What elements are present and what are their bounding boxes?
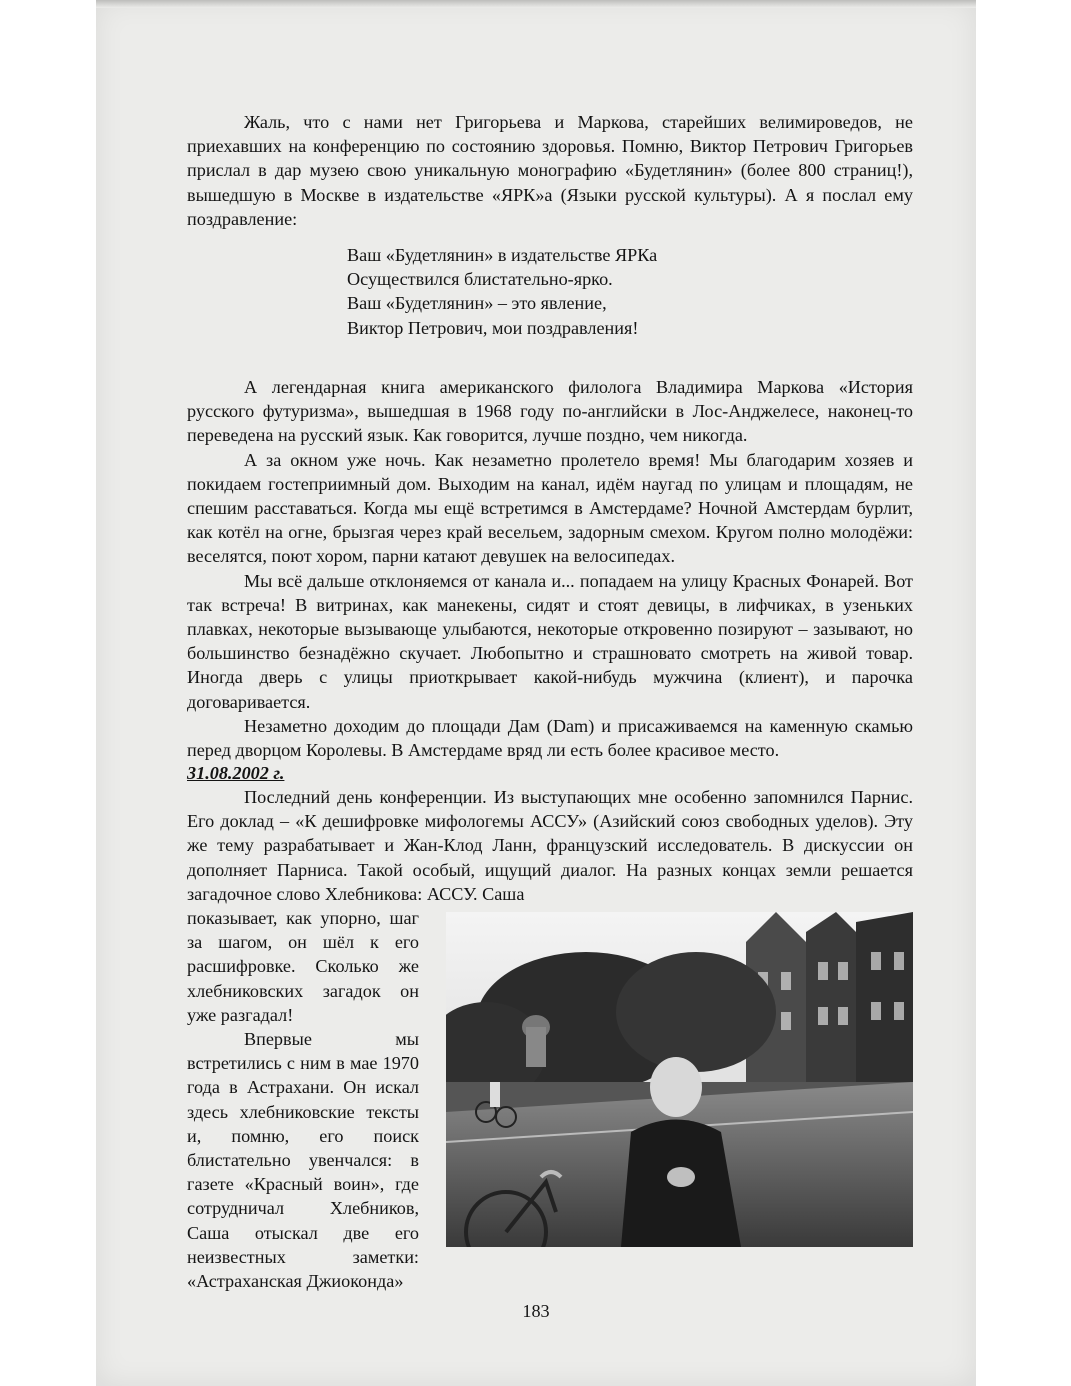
paragraph: А за окном уже ночь. Как незаметно пролетело время! Мы благодарим хозяев и покидаем гостеприимный дом. Выходим на канал, идём наугад по улицам и площадям, не спешим расставаться. Когда мы ещё встретимся в Амстердаме? Ночной Амстердам бурлит, как котёл на огне, брызгая через край весельем, задорным смехом. Кругом полно молодёжи: веселятся, поют хором, парни катают девушек на велосипедах. bbox=[187, 449, 913, 567]
poem-line: Ваш «Будетлянин» – это явление, bbox=[347, 293, 607, 314]
paragraph: А легендарная книга американского филолога Владимира Маркова «История русского футуризма», вышедшая в 1968 году по-английски в Лос-Анджелесе, наконец-то переведена на русский язык. Как говорится, лучше поздно, чем никогда. bbox=[187, 377, 913, 446]
paragraph: Незаметно доходим до площади Дам (Dam) и присаживаемся на каменную скамью перед дворцом Королевы. В Амстердаме вряд ли есть более красивое место. bbox=[187, 715, 913, 761]
photo-street-amsterdam-icon bbox=[446, 912, 913, 1247]
text-block-top bbox=[187, 110, 913, 231]
date-heading: 31.08.2002 г. bbox=[187, 763, 285, 783]
poem bbox=[347, 243, 657, 340]
poem-line: Виктор Петрович, мои поздравления! bbox=[347, 317, 639, 338]
paragraph: Последний день конференции. Из выступающих мне особенно запомнился Парнис. Его доклад – «К дешифровке мифологемы АССУ» (Азийский союз свободных уделов). Эту же тему разрабатывает и Жан-Клод Ланн, французский исследователь. В дискуссии он дополняет Парниса. Такой особый, ищущий диалог. На разных концах земли решается загадочное слово Хлебникова: АССУ. Саша bbox=[187, 787, 913, 904]
poem-line: Ваш «Будетлянин» в издательстве ЯРКа bbox=[347, 245, 658, 265]
page-number: 183 bbox=[522, 1301, 550, 1321]
paragraph-continued: показывает, как упорно, шаг за шагом, он шёл к его расшифровке. Сколько же хлебниковских загадок он уже разгадал! bbox=[187, 908, 419, 1025]
poem-line: Осуществился блистательно-ярко. bbox=[347, 269, 613, 290]
paragraph: Впервые мы встретились с ним в мае 1970 года в Астрахани. Он искал здесь хлебниковские тексты и, помню, его поиск блистательно увенчался: в газете «Красный воин», где сотрудничал Хлебников, Саша отыскал две его неизвестных заметки: «Астраханская Джиоконда» bbox=[187, 1029, 419, 1292]
text-block-middle bbox=[187, 375, 913, 762]
paragraph: Мы всё дальше отклоняемся от канала и... попадаем на улицу Красных Фонарей. Вот так встреча! В витринах, как манекены, сидят и стоят девицы, в лифчиках, в узеньких плавках, некоторые вызывающе улыбаются, некоторые откровенно позируют – зазывают, но большинство безнадёжно скучает. Любопытно и страшновато смотреть на живой товар. Иногда дверь с улицы приоткрывает какой-нибудь мужчина (клиент), и парочка договаривается. bbox=[187, 570, 913, 712]
text-block-date bbox=[187, 785, 913, 906]
photo-image bbox=[446, 912, 913, 1247]
book-page bbox=[96, 0, 976, 1386]
text-column-beside-photo bbox=[187, 906, 419, 1293]
paragraph: Жаль, что с нами нет Григорьева и Маркова, старейших велимироведов, не приехавших на конференцию по состоянию здоровья. Помню, Виктор Петрович Григорьев прислал в дар музею свою уникальную монографию «Будетлянин» (более 800 страниц!), вышедшую в Москве в издательстве «ЯРК»а (Языки русской культуры). А я послал ему поздравление: bbox=[187, 112, 913, 229]
